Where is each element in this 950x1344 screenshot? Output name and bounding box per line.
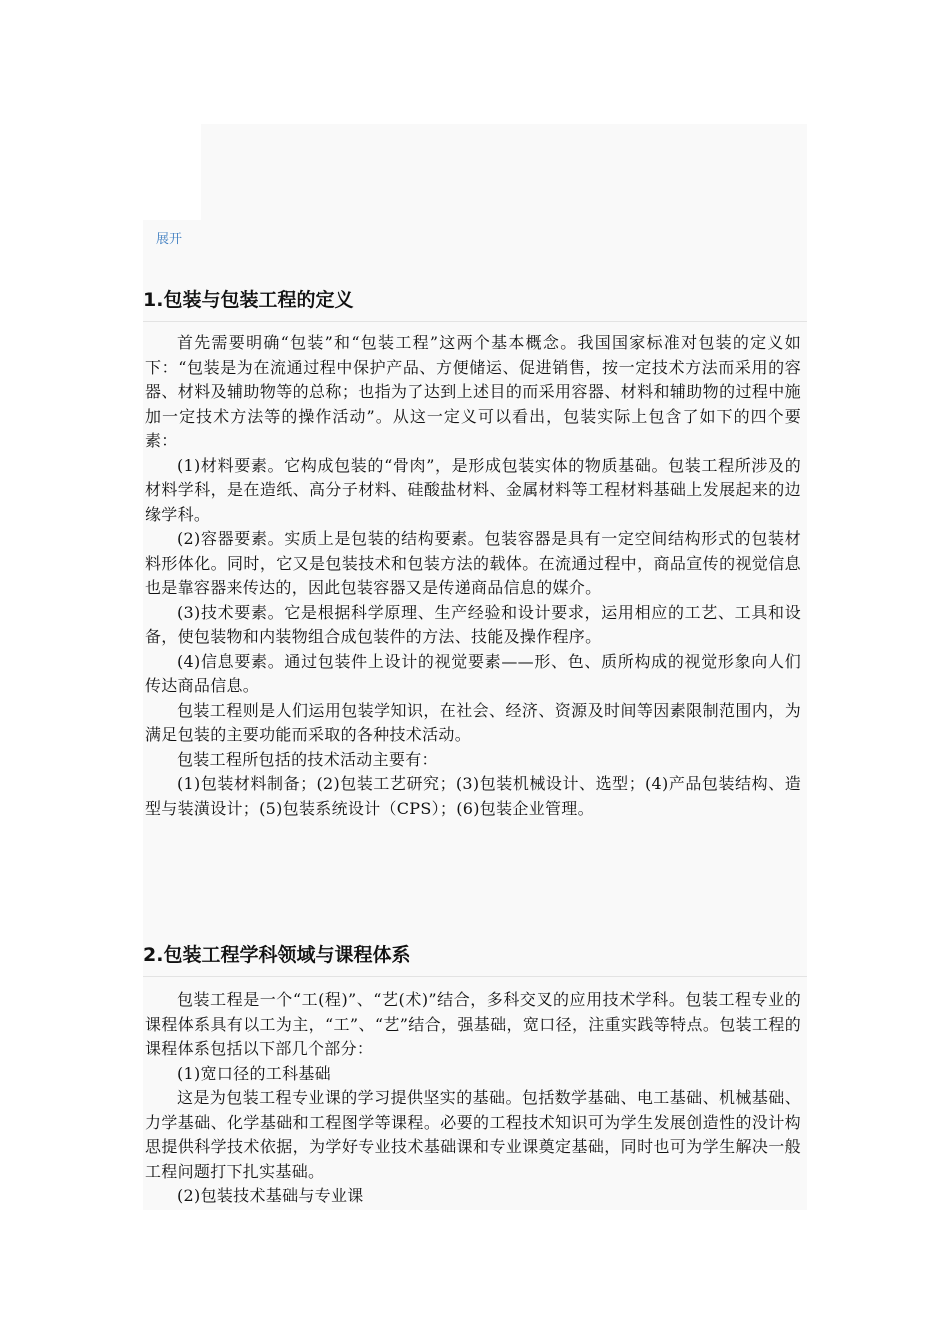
paragraph: (4)信息要素。通过包装件上设计的视觉要素——形、色、质所构成的视觉形象向人们传达商品信息。	[145, 651, 801, 695]
paragraph: (2)容器要素。实质上是包装的结构要素。包装容器是具有一定空间结构形式的包装材料形体化。同时，它又是包装技术和包装方法的载体。在流通过程中，商品宣传的视觉信息也是靠容器来传达的，因此包装容器又是传递商品信息的媒介。	[145, 529, 801, 597]
article-panel	[143, 124, 807, 1210]
paragraph: 包装工程是一个“工(程)”、“艺(术)”结合，多科交叉的应用技术学科。包装工程专业的课程体系具有以工为主，“工”、“艺”结合，强基础，宽口径，注重实践等特点。包装工程的课程体系包括以下部几个部分：	[145, 990, 801, 1058]
paragraph: 首先需要明确“包装”和“包装工程”这两个基本概念。我国国家标准对包装的定义如下：“包装是为在流通过程中保护产品、方便储运、促进销售，按一定技术方法而采用的容器、材料及辅助物等的总称；也指为了达到上述目的而采用容器、材料和辅助物的过程中施加一定技术方法等的操作活动”。从这一定义可以看出，包装实际上包含了如下的四个要素：	[145, 333, 801, 450]
paragraph: 包装工程则是人们运用包装学知识，在社会、经济、资源及时间等因素限制范围内，为满足包装的主要功能而采取的各种技术活动。	[145, 700, 801, 744]
section-2-body	[145, 988, 801, 1209]
paragraph: (1)包装材料制备；(2)包装工艺研究；(3)包装机械设计、选型；(4)产品包装结构、造型与装潢设计；(5)包装系统设计（CPS）；(6)包装企业管理。	[145, 774, 801, 818]
paragraph: 包装工程所包括的技术活动主要有：	[177, 749, 438, 769]
section-2-title: 2.包装工程学科领域与课程体系	[143, 942, 807, 977]
section-1-title: 1.包装与包装工程的定义	[143, 287, 807, 322]
collapsed-preview-area	[143, 124, 807, 274]
section-1-body	[145, 331, 801, 821]
paragraph: (2)包装技术基础与专业课	[177, 1186, 364, 1205]
preview-notch	[143, 124, 201, 220]
paragraph: (1)材料要素。它构成包装的“骨肉”，是形成包装实体的物质基础。包装工程所涉及的材料学科，是在造纸、高分子材料、硅酸盐材料、金属材料等工程材料基础上发展起来的边缘学科。	[145, 455, 801, 524]
paragraph: (1)宽口径的工科基础	[177, 1063, 331, 1083]
paragraph: (3)技术要素。它是根据科学原理、生产经验和设计要求，运用相应的工艺、工具和设备，使包装物和内装物组合成包装件的方法、技能及操作程序。	[145, 602, 801, 646]
paragraph: 这是为包装工程专业课的学习提供坚实的基础。包括数学基础、电工基础、机械基础、力学基础、化学基础和工程图学等课程。必要的工程技术知识可为学生发展创造性的没计构思提供科学技术依据，为学好专业技术基础课和专业课奠定基础，同时也可为学生解决一般工程问题打下扎实基础。	[145, 1088, 801, 1181]
expand-link[interactable]: 展开	[156, 232, 183, 247]
